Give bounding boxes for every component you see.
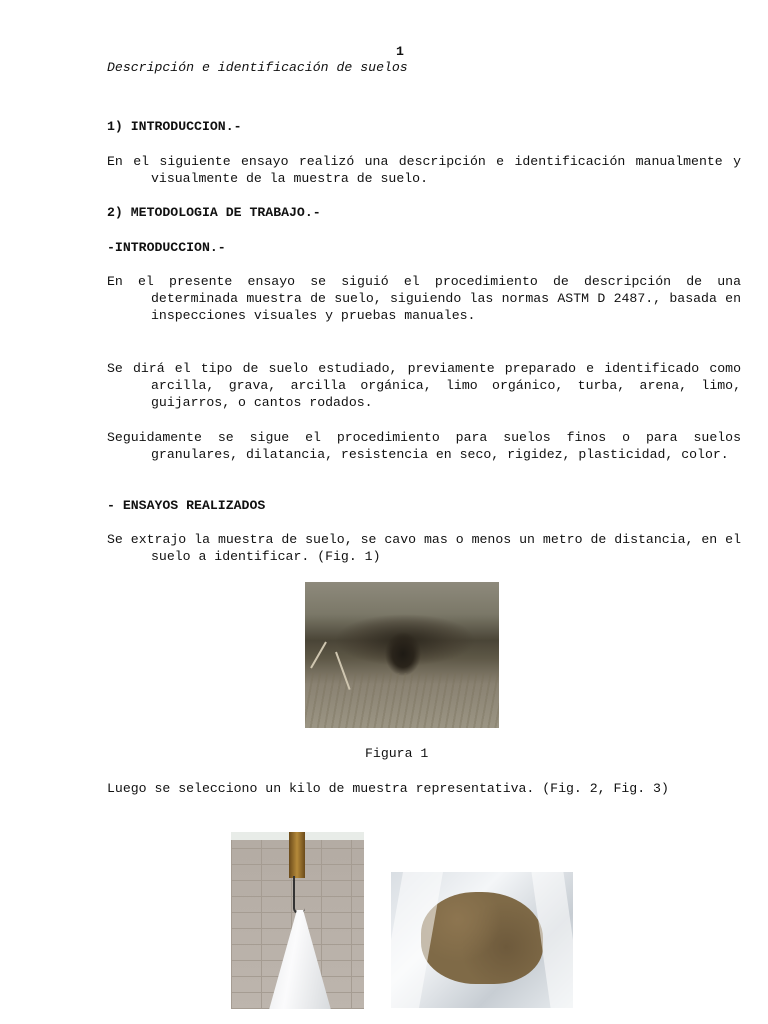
grass-texture (305, 673, 499, 728)
page-number: 1 (396, 44, 404, 59)
method-paragraph-2: Se dirá el tipo de suelo estudiado, previamente preparado e identificado como arcilla, grava, arcilla orgánica, limo orgánico, turba, arena, limo, guijarros, o cantos rodados. (107, 361, 741, 410)
method-paragraph-3: Seguidamente se sigue el procedimiento para suelos finos o para suelos granulares, dilatancia, resistencia en seco, rigidez, plasticidad, color. (107, 430, 741, 462)
figure-2-scale-with-bag-photo (231, 832, 364, 1009)
plastic-bag (269, 910, 331, 1009)
figure-3-soil-in-bag-photo (391, 872, 573, 1008)
method-paragraph-1: En el presente ensayo se siguió el procedimiento de descripción de una determinada muestra de suelo, siguiendo las normas ASTM D 2487., basada en inspecciones visuales y pruebas manuales. (107, 274, 741, 323)
method-sub-heading: -INTRODUCCION.- (107, 240, 226, 255)
root-strand (310, 642, 327, 669)
running-head: Descripción e identificación de suelos (107, 60, 408, 75)
tests-paragraph-2: Luego se selecciono un kilo de muestra representativa. (Fig. 2, Fig. 3) (107, 781, 669, 796)
intro-paragraph: En el siguiente ensayo realizó una descripción e identificación manualmente y visualmente de la muestra de suelo. (107, 154, 741, 186)
soil-sample (421, 892, 543, 984)
intro-heading: 1) INTRODUCCION.- (107, 119, 242, 134)
figure-1-soil-excavation-photo (305, 582, 499, 728)
hanging-scale (289, 832, 305, 878)
figure-1-caption: Figura 1 (365, 746, 429, 761)
scale-hook (293, 876, 305, 914)
tests-heading: - ENSAYOS REALIZADOS (107, 498, 266, 513)
method-heading: 2) METODOLOGIA DE TRABAJO.- (107, 205, 321, 220)
tests-paragraph-1: Se extrajo la muestra de suelo, se cavo mas o menos un metro de distancia, en el suelo a identificar. (Fig. 1) (107, 532, 741, 564)
